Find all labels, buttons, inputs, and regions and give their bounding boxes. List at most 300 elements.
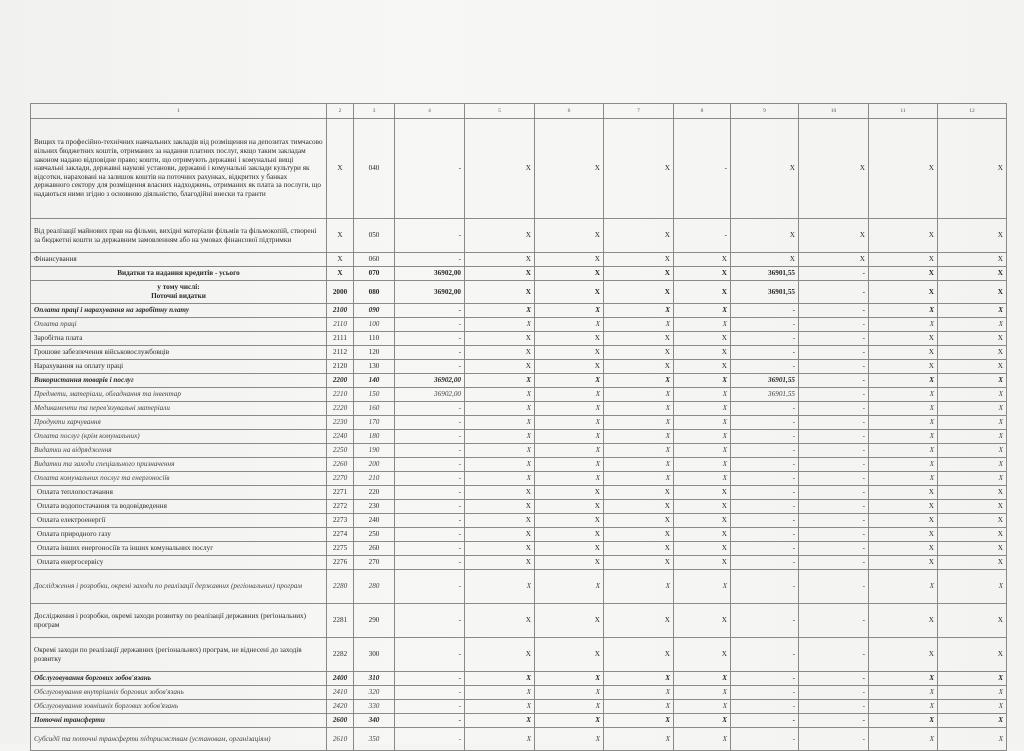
kekv-code: 2240	[327, 430, 354, 444]
value-col-8: X	[674, 514, 731, 528]
kekv-code: 2000	[327, 281, 354, 304]
value-col-7: X	[604, 714, 674, 728]
column-number-header	[31, 104, 1007, 119]
line-code: 220	[354, 486, 395, 500]
value-col-10: -	[799, 458, 869, 472]
row-label: у тому числі: Поточні видатки	[31, 281, 327, 304]
column-number-10: 10	[799, 104, 869, 119]
value-col-11: X	[869, 430, 938, 444]
value-col-11: X	[869, 570, 938, 604]
value-col-9: -	[731, 556, 799, 570]
value-col-11: X	[869, 388, 938, 402]
value-col-10: -	[799, 500, 869, 514]
value-col-12: X	[938, 556, 1007, 570]
value-col-5: X	[465, 318, 535, 332]
value-col-8: X	[674, 388, 731, 402]
value-col-12: X	[938, 253, 1007, 267]
row-label: Оплата інших енергоносіїв та інших комунальних послуг	[31, 542, 327, 556]
row-label: Оплата енергосервісу	[31, 556, 327, 570]
row-label: Заробітна плата	[31, 332, 327, 346]
value-col-6: X	[535, 486, 604, 500]
line-code: 090	[354, 304, 395, 318]
value-col-9: -	[731, 514, 799, 528]
value-col-6: X	[535, 304, 604, 318]
value-col-9: -	[731, 714, 799, 728]
value-col-4: -	[395, 416, 465, 430]
kekv-code: 2220	[327, 402, 354, 416]
kekv-code: 2273	[327, 514, 354, 528]
value-col-4: -	[395, 318, 465, 332]
table-row	[31, 444, 1007, 458]
value-col-4: -	[395, 728, 465, 751]
value-col-5: X	[465, 570, 535, 604]
kekv-code: 2100	[327, 304, 354, 318]
value-col-8: X	[674, 528, 731, 542]
value-col-7: X	[604, 542, 674, 556]
table-row	[31, 514, 1007, 528]
line-code: 100	[354, 318, 395, 332]
value-col-7: X	[604, 672, 674, 686]
value-col-6: X	[535, 714, 604, 728]
value-col-8: X	[674, 486, 731, 500]
value-col-5: X	[465, 714, 535, 728]
value-col-4: -	[395, 219, 465, 253]
value-col-11: X	[869, 528, 938, 542]
value-col-9: -	[731, 402, 799, 416]
value-col-4: 36902,00	[395, 374, 465, 388]
value-col-12: X	[938, 219, 1007, 253]
line-code: 110	[354, 332, 395, 346]
value-col-7: X	[604, 556, 674, 570]
value-col-8: X	[674, 728, 731, 751]
value-col-6: X	[535, 332, 604, 346]
value-col-11: X	[869, 714, 938, 728]
value-col-9: X	[731, 219, 799, 253]
value-col-7: X	[604, 253, 674, 267]
value-col-4: 36902,00	[395, 281, 465, 304]
value-col-12: X	[938, 360, 1007, 374]
value-col-9: -	[731, 444, 799, 458]
value-col-8: X	[674, 402, 731, 416]
value-col-9: -	[731, 528, 799, 542]
value-col-11: X	[869, 402, 938, 416]
table-row	[31, 486, 1007, 500]
value-col-5: X	[465, 253, 535, 267]
table-row	[31, 728, 1007, 751]
value-col-10: -	[799, 402, 869, 416]
value-col-8: X	[674, 458, 731, 472]
kekv-code: 2270	[327, 472, 354, 486]
value-col-8: X	[674, 416, 731, 430]
row-label: Видатки та заходи спеціального призначення	[31, 458, 327, 472]
value-col-6: X	[535, 604, 604, 638]
value-col-11: X	[869, 486, 938, 500]
line-code: 050	[354, 219, 395, 253]
row-label: Оплата водопостачання та водовідведення	[31, 500, 327, 514]
table-row	[31, 430, 1007, 444]
row-label: Видатки та надання кредитів - усього	[31, 267, 327, 281]
kekv-code: 2410	[327, 686, 354, 700]
value-col-5: X	[465, 604, 535, 638]
table-row	[31, 556, 1007, 570]
value-col-6: X	[535, 458, 604, 472]
line-code: 070	[354, 267, 395, 281]
value-col-12: X	[938, 119, 1007, 219]
line-code: 200	[354, 458, 395, 472]
line-code: 270	[354, 556, 395, 570]
value-col-9: -	[731, 486, 799, 500]
table-row	[31, 402, 1007, 416]
value-col-10: -	[799, 728, 869, 751]
value-col-5: X	[465, 556, 535, 570]
table-row	[31, 360, 1007, 374]
row-label: Оплата праці	[31, 318, 327, 332]
value-col-11: X	[869, 374, 938, 388]
line-code: 060	[354, 253, 395, 267]
value-col-12: X	[938, 444, 1007, 458]
value-col-10: -	[799, 528, 869, 542]
value-col-10: -	[799, 304, 869, 318]
value-col-8: X	[674, 346, 731, 360]
column-number-2: 2	[327, 104, 354, 119]
value-col-5: X	[465, 360, 535, 374]
line-code: 210	[354, 472, 395, 486]
value-col-9: 36901,55	[731, 281, 799, 304]
value-col-11: X	[869, 360, 938, 374]
value-col-5: X	[465, 281, 535, 304]
value-col-10: -	[799, 416, 869, 430]
value-col-4: -	[395, 638, 465, 672]
value-col-4: -	[395, 500, 465, 514]
value-col-4: -	[395, 486, 465, 500]
value-col-5: X	[465, 402, 535, 416]
value-col-10: -	[799, 281, 869, 304]
value-col-12: X	[938, 500, 1007, 514]
line-code: 250	[354, 528, 395, 542]
value-col-9: -	[731, 304, 799, 318]
column-number-4: 4	[395, 104, 465, 119]
value-col-11: X	[869, 542, 938, 556]
value-col-8: X	[674, 714, 731, 728]
row-label: Оплата комунальних послуг та енергоносіїв	[31, 472, 327, 486]
value-col-8: X	[674, 318, 731, 332]
value-col-5: X	[465, 346, 535, 360]
kekv-code: 2600	[327, 714, 354, 728]
row-label: Оплата праці і нарахування на заробітну плату	[31, 304, 327, 318]
value-col-12: X	[938, 604, 1007, 638]
value-col-8: X	[674, 304, 731, 318]
value-col-12: X	[938, 304, 1007, 318]
row-label: Медикаменти та перев'язувальні матеріали	[31, 402, 327, 416]
line-code: 120	[354, 346, 395, 360]
value-col-11: X	[869, 444, 938, 458]
kekv-code: 2610	[327, 728, 354, 751]
line-code: 230	[354, 500, 395, 514]
value-col-12: X	[938, 374, 1007, 388]
value-col-5: X	[465, 267, 535, 281]
value-col-8: X	[674, 281, 731, 304]
row-label: Обслуговування боргових зобов'язань	[31, 672, 327, 686]
value-col-11: X	[869, 318, 938, 332]
value-col-10: X	[799, 219, 869, 253]
value-col-8: X	[674, 672, 731, 686]
row-label: Субсидії та поточні трансферти підприємствам (установам, організаціям)	[31, 728, 327, 751]
value-col-4: -	[395, 119, 465, 219]
row-label: Оплата теплопостачання	[31, 486, 327, 500]
kekv-code: 2420	[327, 700, 354, 714]
value-col-6: X	[535, 430, 604, 444]
value-col-7: X	[604, 219, 674, 253]
value-col-7: X	[604, 346, 674, 360]
table-row	[31, 267, 1007, 281]
table-row	[31, 374, 1007, 388]
value-col-5: X	[465, 332, 535, 346]
table-row	[31, 672, 1007, 686]
value-col-11: X	[869, 700, 938, 714]
value-col-12: X	[938, 570, 1007, 604]
value-col-11: X	[869, 281, 938, 304]
value-col-12: X	[938, 638, 1007, 672]
kekv-code: 2276	[327, 556, 354, 570]
table-row	[31, 346, 1007, 360]
kekv-code: 2275	[327, 542, 354, 556]
value-col-7: X	[604, 570, 674, 604]
value-col-11: X	[869, 346, 938, 360]
value-col-11: X	[869, 119, 938, 219]
value-col-8: X	[674, 604, 731, 638]
table-row	[31, 700, 1007, 714]
value-col-6: X	[535, 318, 604, 332]
value-col-9: -	[731, 638, 799, 672]
value-col-10: X	[799, 253, 869, 267]
value-col-4: -	[395, 604, 465, 638]
column-number-1: 1	[31, 104, 327, 119]
value-col-6: X	[535, 346, 604, 360]
value-col-7: X	[604, 267, 674, 281]
row-label: Фінансування	[31, 253, 327, 267]
table-row	[31, 281, 1007, 304]
value-col-8: X	[674, 542, 731, 556]
value-col-6: X	[535, 416, 604, 430]
row-label: Обслуговування внутрішніх боргових зобов'язань	[31, 686, 327, 700]
value-col-10: -	[799, 388, 869, 402]
value-col-10: -	[799, 556, 869, 570]
value-col-6: X	[535, 267, 604, 281]
value-col-6: X	[535, 728, 604, 751]
kekv-code: 2110	[327, 318, 354, 332]
value-col-10: -	[799, 486, 869, 500]
value-col-12: X	[938, 700, 1007, 714]
table-row	[31, 604, 1007, 638]
value-col-4: -	[395, 514, 465, 528]
row-label: Окремі заходи по реалізації державних (регіональних) програм, не віднесені до заходів розвитку	[31, 638, 327, 672]
value-col-6: X	[535, 500, 604, 514]
value-col-6: X	[535, 528, 604, 542]
value-col-9: -	[731, 700, 799, 714]
line-code: 140	[354, 374, 395, 388]
value-col-8: X	[674, 332, 731, 346]
value-col-5: X	[465, 542, 535, 556]
line-code: 130	[354, 360, 395, 374]
line-code: 280	[354, 570, 395, 604]
row-label: Продукти харчування	[31, 416, 327, 430]
value-col-11: X	[869, 472, 938, 486]
kekv-code: 2271	[327, 486, 354, 500]
value-col-11: X	[869, 267, 938, 281]
value-col-11: X	[869, 728, 938, 751]
table-row	[31, 304, 1007, 318]
value-col-9: -	[731, 346, 799, 360]
value-col-12: X	[938, 430, 1007, 444]
value-col-6: X	[535, 570, 604, 604]
kekv-code: 2281	[327, 604, 354, 638]
table-row	[31, 714, 1007, 728]
value-col-12: X	[938, 267, 1007, 281]
value-col-4: -	[395, 472, 465, 486]
kekv-code: X	[327, 119, 354, 219]
value-col-8: X	[674, 700, 731, 714]
value-col-10: -	[799, 346, 869, 360]
value-col-11: X	[869, 253, 938, 267]
value-col-12: X	[938, 728, 1007, 751]
value-col-4: -	[395, 332, 465, 346]
table-row	[31, 638, 1007, 672]
value-col-6: X	[535, 686, 604, 700]
line-code: 160	[354, 402, 395, 416]
value-col-5: X	[465, 672, 535, 686]
value-col-12: X	[938, 486, 1007, 500]
line-code: 350	[354, 728, 395, 751]
value-col-5: X	[465, 700, 535, 714]
value-col-8: X	[674, 360, 731, 374]
row-label: Видатки на відрядження	[31, 444, 327, 458]
value-col-10: -	[799, 700, 869, 714]
value-col-12: X	[938, 472, 1007, 486]
value-col-4: 36902,00	[395, 267, 465, 281]
kekv-code: 2282	[327, 638, 354, 672]
value-col-4: 36902,00	[395, 388, 465, 402]
value-col-8: -	[674, 219, 731, 253]
value-col-6: X	[535, 556, 604, 570]
value-col-5: X	[465, 374, 535, 388]
table-row	[31, 528, 1007, 542]
kekv-code: 2112	[327, 346, 354, 360]
value-col-12: X	[938, 672, 1007, 686]
value-col-10: -	[799, 374, 869, 388]
value-col-11: X	[869, 514, 938, 528]
value-col-8: X	[674, 638, 731, 672]
table-row	[31, 219, 1007, 253]
value-col-6: X	[535, 253, 604, 267]
value-col-5: X	[465, 430, 535, 444]
column-number-6: 6	[535, 104, 604, 119]
table-row	[31, 119, 1007, 219]
value-col-9: -	[731, 570, 799, 604]
value-col-7: X	[604, 638, 674, 672]
value-col-10: -	[799, 542, 869, 556]
value-col-9: -	[731, 604, 799, 638]
value-col-7: X	[604, 374, 674, 388]
kekv-code: 2274	[327, 528, 354, 542]
value-col-7: X	[604, 281, 674, 304]
value-col-11: X	[869, 556, 938, 570]
kekv-code: 2280	[327, 570, 354, 604]
value-col-11: X	[869, 416, 938, 430]
value-col-12: X	[938, 686, 1007, 700]
value-col-6: X	[535, 374, 604, 388]
value-col-8: X	[674, 444, 731, 458]
row-label: Від реалізації майнових прав на фільми, вихідні матеріали фільмів та фільмокопій, створені за бюджетні кошти за державним замовленням або на умовах фінансової підтримки	[31, 219, 327, 253]
table-row	[31, 542, 1007, 556]
value-col-6: X	[535, 672, 604, 686]
value-col-6: X	[535, 219, 604, 253]
value-col-4: -	[395, 570, 465, 604]
column-number-11: 11	[869, 104, 938, 119]
value-col-6: X	[535, 514, 604, 528]
line-code: 180	[354, 430, 395, 444]
value-col-11: X	[869, 638, 938, 672]
value-col-12: X	[938, 714, 1007, 728]
value-col-9: X	[731, 119, 799, 219]
table-row	[31, 416, 1007, 430]
line-code: 080	[354, 281, 395, 304]
value-col-7: X	[604, 514, 674, 528]
row-label: Предмети, матеріали, обладнання та інвентар	[31, 388, 327, 402]
column-number-7: 7	[604, 104, 674, 119]
row-label: Оплата електроенергії	[31, 514, 327, 528]
value-col-7: X	[604, 728, 674, 751]
value-col-10: -	[799, 686, 869, 700]
row-label: Дослідження і розробки, окремі заходи розвитку по реалізації державних (регіональних) програм	[31, 604, 327, 638]
value-col-6: X	[535, 700, 604, 714]
table-row	[31, 472, 1007, 486]
value-col-11: X	[869, 332, 938, 346]
value-col-4: -	[395, 528, 465, 542]
value-col-6: X	[535, 638, 604, 672]
line-code: 150	[354, 388, 395, 402]
value-col-12: X	[938, 281, 1007, 304]
table-row	[31, 458, 1007, 472]
line-code: 320	[354, 686, 395, 700]
value-col-6: X	[535, 281, 604, 304]
value-col-4: -	[395, 556, 465, 570]
value-col-5: X	[465, 416, 535, 430]
kekv-code: 2200	[327, 374, 354, 388]
column-number-8: 8	[674, 104, 731, 119]
value-col-12: X	[938, 402, 1007, 416]
value-col-8: X	[674, 430, 731, 444]
value-col-9: 36901,55	[731, 267, 799, 281]
value-col-5: X	[465, 528, 535, 542]
value-col-12: X	[938, 388, 1007, 402]
value-col-7: X	[604, 360, 674, 374]
value-col-7: X	[604, 500, 674, 514]
value-col-7: X	[604, 458, 674, 472]
kekv-code: 2260	[327, 458, 354, 472]
row-label: Поточні трансферти	[31, 714, 327, 728]
value-col-6: X	[535, 444, 604, 458]
value-col-8: X	[674, 472, 731, 486]
value-col-5: X	[465, 304, 535, 318]
table-row	[31, 332, 1007, 346]
value-col-6: X	[535, 119, 604, 219]
row-label: Оплата послуг (крім комунальних)	[31, 430, 327, 444]
value-col-10: -	[799, 360, 869, 374]
line-code: 290	[354, 604, 395, 638]
value-col-10: -	[799, 714, 869, 728]
value-col-7: X	[604, 416, 674, 430]
value-col-11: X	[869, 604, 938, 638]
